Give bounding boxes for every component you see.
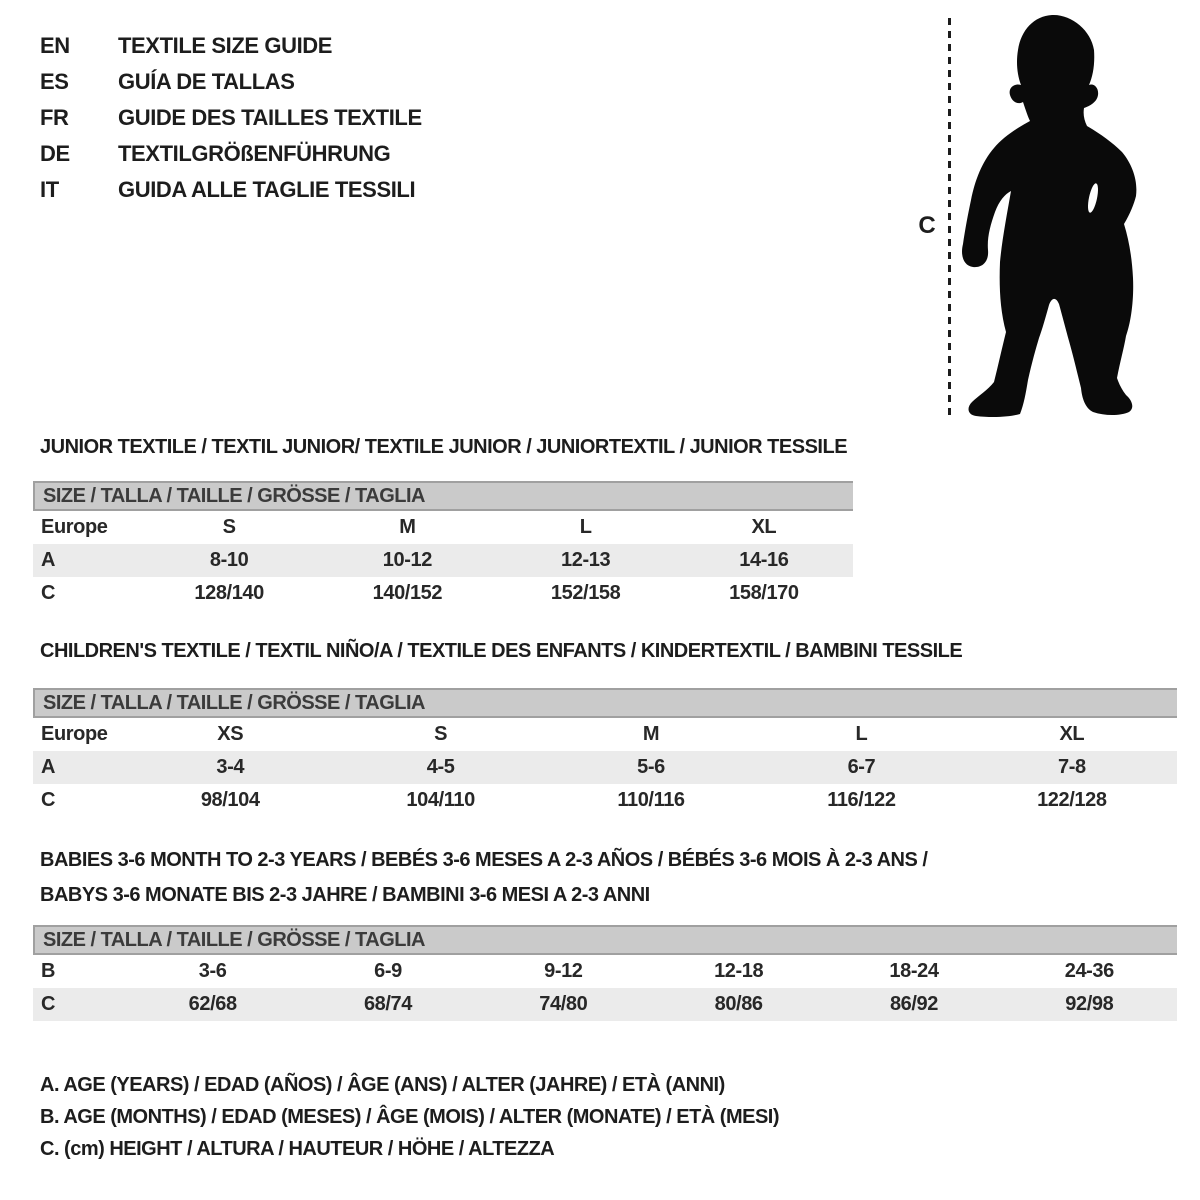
table-row	[33, 751, 1177, 784]
row-label: A	[41, 549, 56, 571]
table-cell: 110/116	[617, 789, 685, 811]
table-cell: 10-12	[382, 549, 432, 571]
babies-size-table	[33, 925, 1177, 1021]
table-cell: 158/170	[729, 582, 799, 604]
table-cell: S	[434, 723, 448, 745]
table-cell: 3-6	[198, 960, 227, 982]
language-code: DE	[40, 141, 70, 166]
children-size-table	[33, 688, 1177, 817]
table-cell: 104/110	[406, 789, 475, 811]
table-cell: 12-13	[561, 549, 611, 571]
table-cell: XL	[751, 516, 777, 538]
babies-heading-line2: BABYS 3-6 MONATE BIS 2-3 JAHRE / BAMBINI 3-6 MESI A 2-3 ANNI	[40, 884, 650, 906]
language-label: GUIDE DES TAILLES TEXTILE	[118, 105, 422, 130]
row-label: C	[41, 582, 56, 604]
row-label: Europe	[41, 516, 108, 538]
row-label: B	[41, 960, 56, 982]
language-row	[40, 172, 422, 208]
babies-section-heading	[40, 843, 927, 913]
table-cell: 116/122	[827, 789, 896, 811]
table-cell: 68/74	[363, 993, 413, 1015]
table-cell: M	[642, 723, 660, 745]
footnotes-block	[40, 1069, 779, 1165]
junior-section-heading: JUNIOR TEXTILE / TEXTIL JUNIOR/ TEXTILE JUNIOR / JUNIORTEXTIL / JUNIOR TESSILE	[40, 436, 848, 458]
table-cell: 3-4	[216, 756, 245, 778]
table-row	[33, 718, 1177, 751]
children-section-heading: CHILDREN'S TEXTILE / TEXTIL NIÑO/A / TEXTILE DES ENFANTS / KINDERTEXTIL / BAMBINI TESSILE	[40, 640, 963, 662]
footnote-b: B. AGE (MONTHS) / EDAD (MESES) / ÂGE (MOIS) / ALTER (MONATE) / ETÀ (MESI)	[40, 1106, 780, 1128]
table-row	[33, 511, 853, 544]
table-cell: 4-5	[426, 756, 455, 778]
table-cell: 8-10	[209, 549, 249, 571]
table-row	[33, 577, 853, 610]
row-label: C	[41, 993, 56, 1015]
language-row	[40, 28, 422, 64]
table-cell: 18-24	[889, 960, 939, 982]
row-label: A	[41, 756, 56, 778]
table-cell: 122/128	[1037, 789, 1107, 811]
table-row	[33, 784, 1177, 817]
height-label-c: C	[918, 212, 936, 239]
table-cell: M	[399, 516, 416, 538]
table-cell: 9-12	[544, 960, 583, 982]
footnote-a: A. AGE (YEARS) / EDAD (AÑOS) / ÂGE (ANS) / ALTER (JAHRE) / ETÀ (ANNI)	[40, 1074, 725, 1096]
language-title-block	[40, 28, 422, 208]
table-cell: 14-16	[739, 549, 789, 571]
language-row	[40, 64, 422, 100]
table-cell: 98/104	[200, 789, 260, 811]
table-cell: 92/98	[1065, 993, 1114, 1015]
table-cell: XL	[1059, 723, 1085, 745]
babies-heading-line1: BABIES 3-6 MONTH TO 2-3 YEARS / BEBÉS 3-6 MESES A 2-3 AÑOS / BÉBÉS 3-6 MOIS À 2-3 ANS /	[40, 849, 928, 871]
table-cell: L	[855, 723, 868, 745]
language-label: TEXTILGRÖßENFÜHRUNG	[118, 141, 391, 166]
table-cell: 5-6	[637, 756, 665, 778]
language-label: GUIDA ALLE TAGLIE TESSILI	[118, 177, 416, 202]
table-cell: S	[222, 516, 236, 538]
language-row	[40, 100, 422, 136]
table-cell: 74/80	[539, 993, 588, 1015]
table-row	[33, 988, 1177, 1021]
language-code: FR	[40, 105, 69, 130]
language-label: GUÍA DE TALLAS	[118, 69, 295, 94]
language-code: ES	[40, 69, 69, 94]
row-label: C	[41, 789, 56, 811]
language-code: EN	[40, 33, 70, 58]
size-header-bar: SIZE / TALLA / TAILLE / GRÖSSE / TAGLIA	[33, 481, 853, 511]
table-cell: 86/92	[889, 993, 938, 1015]
table-cell: 62/68	[188, 993, 237, 1015]
table-cell: 140/152	[372, 582, 443, 604]
toddler-silhouette-image	[940, 0, 1200, 430]
language-row	[40, 136, 422, 172]
table-cell: XS	[217, 723, 244, 745]
junior-size-table	[33, 481, 853, 610]
table-cell: 6-7	[847, 756, 876, 778]
table-cell: 7-8	[1057, 756, 1086, 778]
footnote-c: C. (cm) HEIGHT / ALTURA / HAUTEUR / HÖHE / ALTEZZA	[40, 1138, 555, 1160]
row-label: Europe	[41, 723, 108, 745]
size-header-bar: SIZE / TALLA / TAILLE / GRÖSSE / TAGLIA	[33, 688, 1177, 718]
table-cell: 12-18	[714, 960, 764, 982]
table-row	[33, 544, 853, 577]
table-cell: L	[579, 516, 592, 538]
table-row	[33, 955, 1177, 988]
language-code: IT	[40, 177, 59, 202]
table-cell: 152/158	[550, 582, 621, 604]
table-cell: 128/140	[194, 582, 264, 604]
table-cell: 6-9	[374, 960, 402, 982]
language-label: TEXTILE SIZE GUIDE	[118, 33, 333, 58]
size-header-bar: SIZE / TALLA / TAILLE / GRÖSSE / TAGLIA	[33, 925, 1177, 955]
table-cell: 24-36	[1064, 960, 1114, 982]
table-cell: 80/86	[714, 993, 763, 1015]
